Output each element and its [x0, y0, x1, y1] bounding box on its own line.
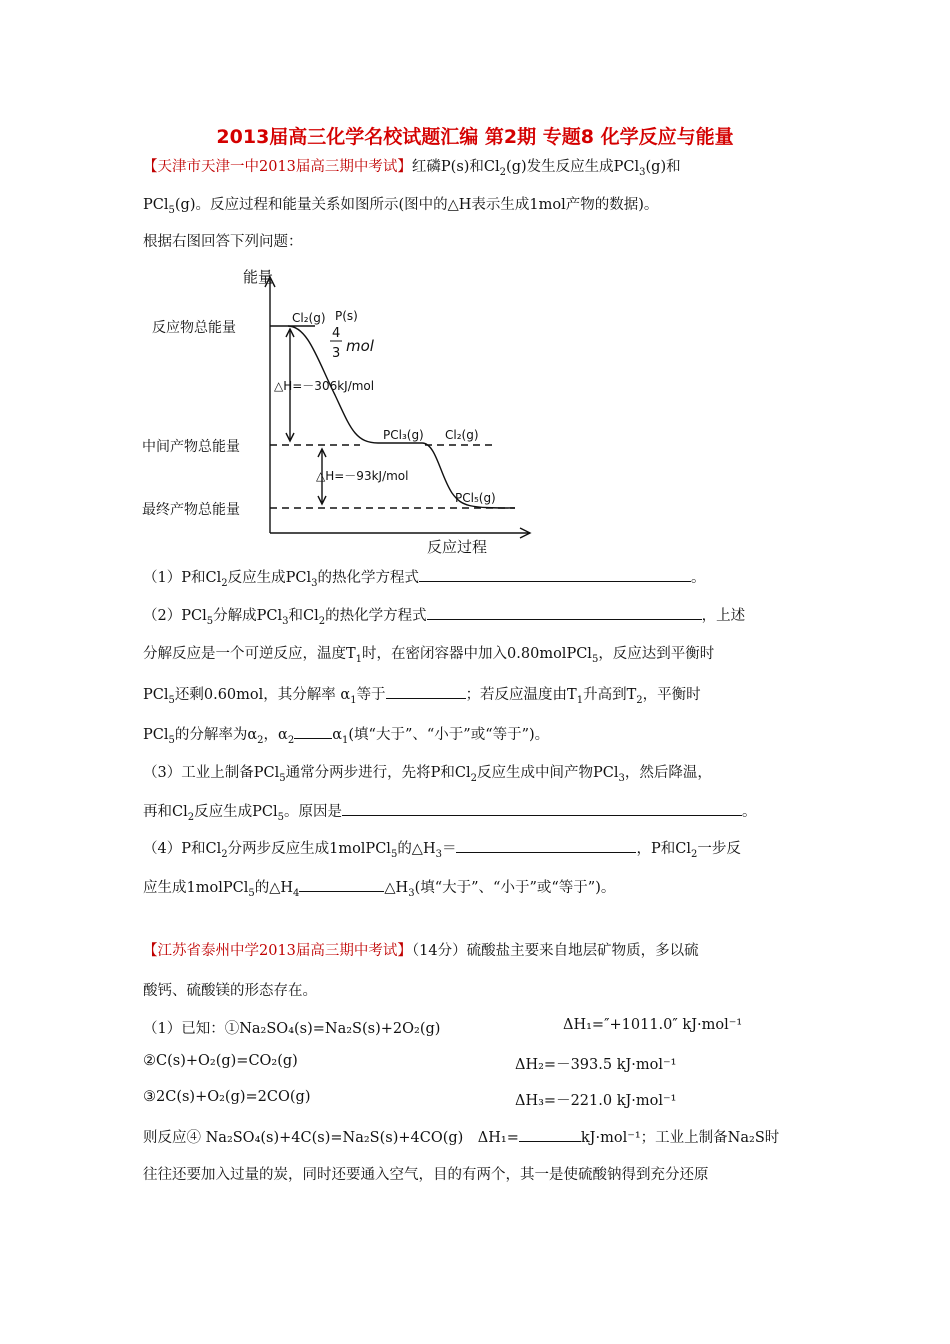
x-axis-label: 反应过程 [427, 538, 488, 555]
q1-line3: 根据右图回答下列问题： [143, 234, 303, 250]
equation-4-line: 则反应④ Na₂SO₄(s)+4C(s)=Na₂S(s)+4CO(g) ΔH₁= kJ·mol⁻¹；工业上制备Na₂S时 [143, 1126, 779, 1147]
answer-blank[interactable] [427, 604, 702, 620]
label-pcl3: PCl₃(g) [383, 428, 424, 442]
q1-part3-line1: （3）工业上制备PCl$_5$通常分两步进行，先将P和$Cl_2$反应生成中间产物PCl$_3$，然后降温， [143, 765, 712, 784]
level-intermediate-label: 中间产物总能量 [142, 439, 240, 455]
label-cl2: Cl₂(g) [292, 311, 326, 325]
label-cl2-second: Cl₂(g) [445, 428, 479, 442]
level-product-label: 最终产物总能量 [142, 502, 240, 518]
page-title: 2013届高三化学名校试题汇编 第2期 专题8 化学反应与能量 [216, 126, 734, 148]
equation-1-dh: ΔH₁=″+1011.0″ kJ·mol⁻¹ [563, 1017, 743, 1033]
q1-source: 【天津市天津一中2013届高三期中考试】 [143, 159, 412, 175]
q1-part2-line2: 分解反应是一个可逆反应，温度$T_1$时，在密闭容器中加入0.80molPCl$_5$，反应达到平衡时 [143, 646, 715, 665]
q1-line1: 【天津市天津一中2013届高三期中考试】红磷P(s)和$Cl_2(g)$发生反应生成PCl$_3$(g)和 [143, 159, 681, 178]
label-p: P(s) [335, 309, 358, 323]
equation-3: ③2C(s)+O₂(g)=2CO(g) [143, 1089, 311, 1105]
equation-3-dh: ΔH₃=－221.0 kJ·mol⁻¹ [515, 1093, 677, 1109]
level-reactant-label: 反应物总能量 [152, 320, 236, 336]
q1-part1: （1）P和$Cl_2$反应生成PCl$_3$的热化学方程式 。 [143, 566, 705, 589]
answer-blank[interactable] [294, 723, 332, 739]
q1-part3-line2: 再和$Cl_2$反应生成PCl$_5$。原因是 。 [143, 800, 756, 823]
q2-line1: 【江苏省泰州中学2013届高三期中考试】（14分）硫酸盐主要来自地层矿物质，多以硫 [143, 943, 699, 959]
q1-part4-line1: （4）P和$Cl_2$分两步反应生成1molPCl$_5$的$\triangle H_3=$ ，P和$Cl_2$一步反 [143, 837, 741, 860]
dh2-label: △H=－93kJ/mol [316, 469, 409, 483]
y-axis-label: 能量 [243, 268, 274, 286]
answer-blank[interactable] [342, 800, 742, 816]
q1-part4-line2: 应生成1molPCl$_5$的$\triangle H_4$ $\triangle H_3$(填“大于”、“小于”或“等于”)。 [143, 876, 615, 899]
answer-blank[interactable] [386, 683, 466, 699]
q1-part2-line1: （2）PCl$_5$分解成PCl$_3$和$Cl_2$的热化学方程式 ，上述 [143, 604, 745, 627]
label-pcl5: PCl₅(g) [455, 491, 496, 505]
answer-blank[interactable] [419, 566, 691, 582]
energy-diagram [140, 265, 540, 555]
fraction-numerator: 4 [332, 326, 341, 341]
q1-part2-line3: PCl$_5$还剩0.60mol，其分解率 $\alpha_1$等于 ；若反应温度由$T_1$升高到$T_2$，平衡时 [143, 683, 701, 706]
fraction-denominator: 3 [332, 346, 341, 361]
q2-source: 【江苏省泰州中学2013届高三期中考试】 [143, 943, 412, 959]
equation-2: ②C(s)+O₂(g)=CO₂(g) [143, 1053, 298, 1069]
answer-blank[interactable] [456, 837, 636, 853]
answer-blank[interactable] [519, 1126, 581, 1142]
q2-last-line: 往往还要加入过量的炭，同时还要通入空气，目的有两个，其一是使硫酸钠得到充分还原 [143, 1167, 709, 1183]
q1-part2-line4: PCl$_5$的分解率为$\alpha_2$，$\alpha_2$ $\alpha_1$(填“大于”、“小于”或“等于”)。 [143, 723, 549, 746]
dh1-label: △H=－306kJ/mol [274, 379, 375, 393]
equation-1: （1）已知：①Na₂SO₄(s)=Na₂S(s)+2O₂(g) [143, 1021, 441, 1037]
equation-2-dh: ΔH₂=－393.5 kJ·mol⁻¹ [515, 1057, 677, 1073]
label-mol: mol [346, 337, 374, 355]
answer-blank[interactable] [299, 876, 384, 892]
q2-line2: 酸钙、硫酸镁的形态存在。 [143, 983, 317, 999]
q1-line2: PCl$_5$(g)。反应过程和能量关系如图所示(图中的△H表示生成1mol产物的数据)。 [143, 197, 659, 216]
